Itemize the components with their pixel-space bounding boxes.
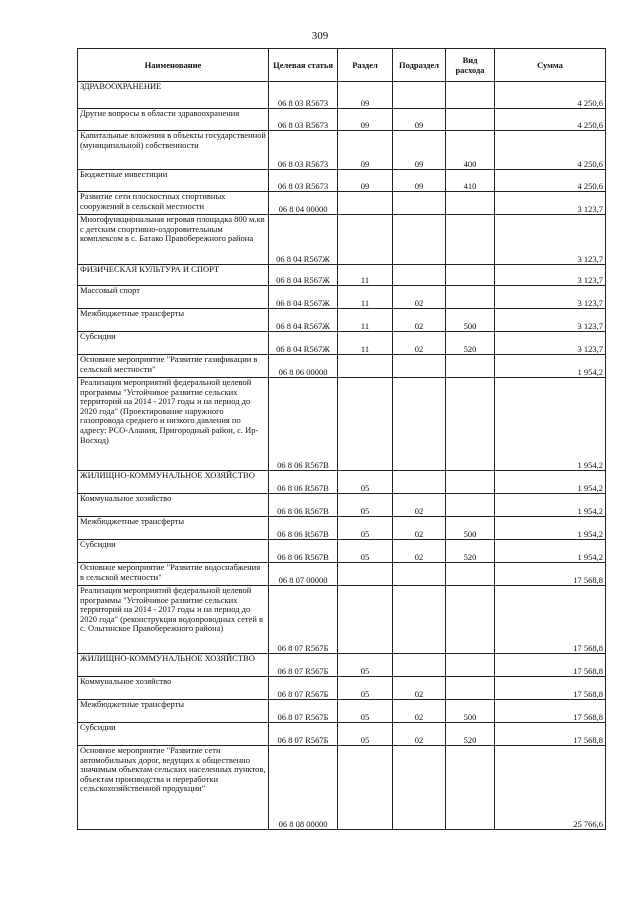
cell-name: Реализация мероприятий федеральной целевой программы "Устойчивое развитие сельских территорий на 2014 - 2017 годы и на период до 2020 года" (реконструкция водопроводных сетей в с. Ольгинское Правобережного района) bbox=[78, 586, 269, 654]
cell-subsection bbox=[393, 563, 446, 586]
cell-section: 11 bbox=[338, 332, 393, 355]
cell-section bbox=[338, 746, 393, 830]
cell-expense-type bbox=[446, 746, 495, 830]
cell-section: 09 bbox=[338, 131, 393, 170]
cell-target-article: 06 8 07 R567Б bbox=[269, 677, 338, 700]
cell-subsection bbox=[393, 586, 446, 654]
cell-subsection: 02 bbox=[393, 677, 446, 700]
cell-subsection bbox=[393, 265, 446, 286]
cell-expense-type bbox=[446, 654, 495, 677]
cell-target-article: 06 8 03 R5673 bbox=[269, 109, 338, 131]
cell-name: Развитие сети плоскостных спортивных сооружений в сельской местности bbox=[78, 192, 269, 215]
cell-subsection bbox=[393, 654, 446, 677]
cell-name: ЗДРАВООХРАНЕНИЕ bbox=[78, 82, 269, 109]
cell-expense-type: 410 bbox=[446, 170, 495, 192]
cell-amount: 17 568,8 bbox=[495, 700, 606, 723]
cell-target-article: 06 8 06 00000 bbox=[269, 355, 338, 378]
cell-name: Межбюджетные трансферты bbox=[78, 700, 269, 723]
cell-subsection bbox=[393, 215, 446, 265]
table-row bbox=[78, 109, 606, 131]
cell-subsection: 02 bbox=[393, 700, 446, 723]
table-row bbox=[78, 517, 606, 540]
cell-expense-type: 520 bbox=[446, 332, 495, 355]
cell-amount: 3 123,7 bbox=[495, 286, 606, 309]
table-header-row bbox=[78, 49, 606, 82]
cell-name: Субсидии bbox=[78, 332, 269, 355]
cell-expense-type bbox=[446, 586, 495, 654]
table-row bbox=[78, 192, 606, 215]
cell-target-article: 06 8 04 00000 bbox=[269, 192, 338, 215]
table-row bbox=[78, 586, 606, 654]
table-row bbox=[78, 265, 606, 286]
cell-subsection: 02 bbox=[393, 517, 446, 540]
cell-expense-type bbox=[446, 265, 495, 286]
cell-subsection bbox=[393, 471, 446, 494]
cell-amount: 25 766,6 bbox=[495, 746, 606, 830]
cell-expense-type bbox=[446, 109, 495, 131]
cell-section bbox=[338, 563, 393, 586]
cell-section: 05 bbox=[338, 654, 393, 677]
cell-target-article: 06 8 07 00000 bbox=[269, 563, 338, 586]
cell-subsection: 02 bbox=[393, 494, 446, 517]
cell-subsection: 09 bbox=[393, 170, 446, 192]
cell-name: Межбюджетные трансферты bbox=[78, 309, 269, 332]
cell-section: 05 bbox=[338, 677, 393, 700]
cell-target-article: 06 8 07 R567Б bbox=[269, 654, 338, 677]
table-row bbox=[78, 471, 606, 494]
table-row bbox=[78, 540, 606, 563]
cell-expense-type: 500 bbox=[446, 700, 495, 723]
cell-target-article: 06 8 03 R5673 bbox=[269, 131, 338, 170]
page-number: 309 bbox=[311, 30, 329, 42]
cell-name: Основное мероприятие "Развитие сети автомобильных дорог, ведущих к общественно значимым объектам сельских населенных пунктов, объектам производства и переработки сельскохозяйственной продукции" bbox=[78, 746, 269, 830]
cell-name: Капитальные вложения в объекты государственной (муниципальной) собственности bbox=[78, 131, 269, 170]
cell-amount: 3 123,7 bbox=[495, 215, 606, 265]
cell-expense-type: 520 bbox=[446, 723, 495, 746]
cell-name: Основное мероприятие "Развитие газификации в сельской местности" bbox=[78, 355, 269, 378]
cell-expense-type: 500 bbox=[446, 309, 495, 332]
table-row bbox=[78, 170, 606, 192]
cell-target-article: 06 8 06 R567В bbox=[269, 378, 338, 471]
cell-name: Реализация мероприятий федеральной целевой программы "Устойчивое развитие сельских территорий на 2014 - 2017 годы и на период до 2020 года" (Проектирование наружного газопровода среднего и низкого давления по адресу: РСО-Алания, Пригородный район, с. Ир-Восход) bbox=[78, 378, 269, 471]
cell-target-article: 06 8 07 R567Б bbox=[269, 586, 338, 654]
table-row bbox=[78, 723, 606, 746]
cell-target-article: 06 8 06 R567В bbox=[269, 494, 338, 517]
table-row bbox=[78, 746, 606, 830]
cell-section: 05 bbox=[338, 540, 393, 563]
cell-name: Субсидии bbox=[78, 723, 269, 746]
header-subsection: Подраздел bbox=[393, 49, 446, 82]
cell-amount: 4 250,6 bbox=[495, 82, 606, 109]
cell-amount: 17 568,8 bbox=[495, 586, 606, 654]
cell-name: Основное мероприятие "Развитие водоснабжения в сельской местности" bbox=[78, 563, 269, 586]
cell-expense-type bbox=[446, 677, 495, 700]
cell-name: Массовый спорт bbox=[78, 286, 269, 309]
cell-section: 09 bbox=[338, 170, 393, 192]
cell-name: ЖИЛИЩНО-КОММУНАЛЬНОЕ ХОЗЯЙСТВО bbox=[78, 471, 269, 494]
cell-expense-type bbox=[446, 192, 495, 215]
cell-expense-type bbox=[446, 215, 495, 265]
cell-target-article: 06 8 03 R5673 bbox=[269, 170, 338, 192]
cell-target-article: 06 8 04 R567Ж bbox=[269, 309, 338, 332]
cell-section: 11 bbox=[338, 265, 393, 286]
cell-section bbox=[338, 355, 393, 378]
cell-section: 05 bbox=[338, 517, 393, 540]
cell-section: 09 bbox=[338, 109, 393, 131]
cell-subsection: 02 bbox=[393, 332, 446, 355]
cell-subsection bbox=[393, 746, 446, 830]
cell-amount: 3 123,7 bbox=[495, 265, 606, 286]
cell-section bbox=[338, 215, 393, 265]
cell-expense-type: 520 bbox=[446, 540, 495, 563]
cell-expense-type bbox=[446, 286, 495, 309]
cell-section: 11 bbox=[338, 286, 393, 309]
cell-subsection bbox=[393, 82, 446, 109]
cell-amount: 3 123,7 bbox=[495, 192, 606, 215]
cell-name: ЖИЛИЩНО-КОММУНАЛЬНОЕ ХОЗЯЙСТВО bbox=[78, 654, 269, 677]
cell-target-article: 06 8 03 R5673 bbox=[269, 82, 338, 109]
table-row bbox=[78, 82, 606, 109]
cell-amount: 17 568,8 bbox=[495, 677, 606, 700]
cell-target-article: 06 8 04 R567Ж bbox=[269, 286, 338, 309]
cell-amount: 17 568,8 bbox=[495, 654, 606, 677]
cell-subsection: 02 bbox=[393, 723, 446, 746]
cell-amount: 3 123,7 bbox=[495, 309, 606, 332]
cell-section bbox=[338, 378, 393, 471]
table-row bbox=[78, 332, 606, 355]
cell-name: Бюджетные инвестиции bbox=[78, 170, 269, 192]
cell-name: Межбюджетные трансферты bbox=[78, 517, 269, 540]
cell-target-article: 06 8 04 R567Ж bbox=[269, 332, 338, 355]
cell-subsection: 09 bbox=[393, 109, 446, 131]
cell-expense-type bbox=[446, 82, 495, 109]
cell-amount: 17 568,8 bbox=[495, 723, 606, 746]
cell-subsection: 09 bbox=[393, 131, 446, 170]
table-row bbox=[78, 700, 606, 723]
table-row bbox=[78, 677, 606, 700]
cell-target-article: 06 8 07 R567Б bbox=[269, 723, 338, 746]
header-name: Наименование bbox=[78, 49, 269, 82]
cell-section: 05 bbox=[338, 471, 393, 494]
table-row bbox=[78, 215, 606, 265]
cell-target-article: 06 8 08 00000 bbox=[269, 746, 338, 830]
cell-name: ФИЗИЧЕСКАЯ КУЛЬТУРА И СПОРТ bbox=[78, 265, 269, 286]
cell-expense-type bbox=[446, 471, 495, 494]
table-row bbox=[78, 131, 606, 170]
cell-expense-type: 500 bbox=[446, 517, 495, 540]
cell-expense-type bbox=[446, 378, 495, 471]
cell-subsection bbox=[393, 355, 446, 378]
cell-name: Коммунальное хозяйство bbox=[78, 494, 269, 517]
cell-name: Другие вопросы в области здравоохранения bbox=[78, 109, 269, 131]
cell-amount: 1 954,2 bbox=[495, 355, 606, 378]
cell-subsection: 02 bbox=[393, 540, 446, 563]
cell-target-article: 06 8 06 R567В bbox=[269, 540, 338, 563]
cell-amount: 1 954,2 bbox=[495, 540, 606, 563]
cell-amount: 1 954,2 bbox=[495, 517, 606, 540]
cell-name: Коммунальное хозяйство bbox=[78, 677, 269, 700]
cell-name: Многофункциональная игровая площадка 800 м.кв с детским спортивно-оздоровительным комплексом в с. Батако Правобережного района bbox=[78, 215, 269, 265]
table-row bbox=[78, 378, 606, 471]
table-row bbox=[78, 286, 606, 309]
cell-section bbox=[338, 192, 393, 215]
cell-section: 05 bbox=[338, 494, 393, 517]
header-target-article: Целевая статья bbox=[269, 49, 338, 82]
cell-amount: 4 250,6 bbox=[495, 170, 606, 192]
cell-expense-type: 400 bbox=[446, 131, 495, 170]
cell-expense-type bbox=[446, 563, 495, 586]
cell-target-article: 06 8 04 R567Ж bbox=[269, 265, 338, 286]
cell-target-article: 06 8 07 R567Б bbox=[269, 700, 338, 723]
table-row bbox=[78, 654, 606, 677]
cell-section: 11 bbox=[338, 309, 393, 332]
cell-section: 05 bbox=[338, 723, 393, 746]
table-row bbox=[78, 563, 606, 586]
cell-amount: 3 123,7 bbox=[495, 332, 606, 355]
cell-amount: 4 250,6 bbox=[495, 109, 606, 131]
cell-expense-type bbox=[446, 355, 495, 378]
cell-subsection: 02 bbox=[393, 309, 446, 332]
header-expense-type: Вид расхода bbox=[446, 49, 495, 82]
cell-section: 05 bbox=[338, 700, 393, 723]
cell-section bbox=[338, 586, 393, 654]
budget-table bbox=[77, 48, 606, 830]
header-section: Раздел bbox=[338, 49, 393, 82]
cell-amount: 4 250,6 bbox=[495, 131, 606, 170]
header-amount: Сумма bbox=[495, 49, 606, 82]
table-row bbox=[78, 494, 606, 517]
cell-target-article: 06 8 06 R567В bbox=[269, 471, 338, 494]
table-row bbox=[78, 355, 606, 378]
cell-subsection: 02 bbox=[393, 286, 446, 309]
cell-expense-type bbox=[446, 494, 495, 517]
cell-target-article: 06 8 04 R567Ж bbox=[269, 215, 338, 265]
cell-target-article: 06 8 06 R567В bbox=[269, 517, 338, 540]
cell-amount: 1 954,2 bbox=[495, 378, 606, 471]
cell-section: 09 bbox=[338, 82, 393, 109]
cell-amount: 17 568,8 bbox=[495, 563, 606, 586]
cell-name: Субсидии bbox=[78, 540, 269, 563]
table-row bbox=[78, 309, 606, 332]
cell-amount: 1 954,2 bbox=[495, 494, 606, 517]
cell-amount: 1 954,2 bbox=[495, 471, 606, 494]
cell-subsection bbox=[393, 192, 446, 215]
cell-subsection bbox=[393, 378, 446, 471]
